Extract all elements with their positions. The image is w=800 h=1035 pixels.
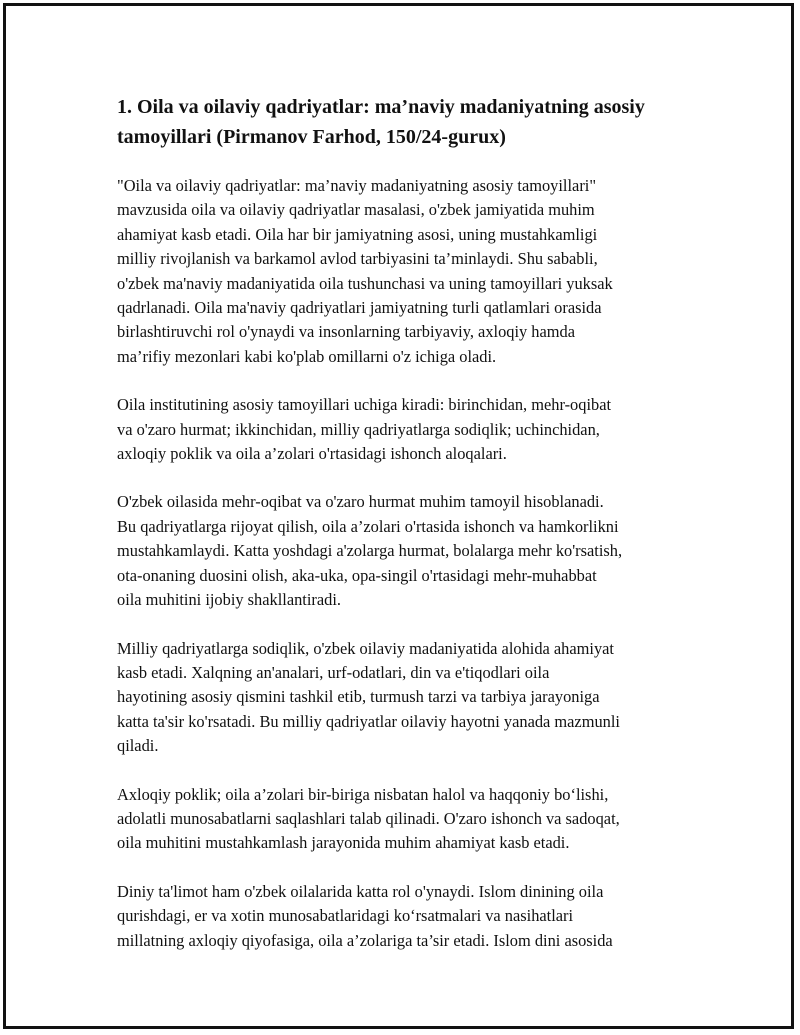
- paragraph-mutual-respect: O'zbek oilasida mehr-oqibat va o'zaro hurmat muhim tamoyil hisoblanadi. Bu qadriyatlarga rijoyat qilish, oila a’zolari o'rtasida ishonch va hamkorlikni mustahkamlaydi. Katta yoshdagi a'zolarga hurmat, bolalarga mehr ko'rsatish, ota-onaning duosini olish, aka-uka, opa-singil o'rtasidagi mehr-muhabbat oila muhitini ijobiy shakllantiradi.: [117, 492, 623, 610]
- document-body: [117, 92, 687, 977]
- paragraph-religious-teaching: Diniy ta'limot ham o'zbek oilalarida katta rol o'ynaydi. Islom dinining oila qurishdagi, er va xotin munosabatlaridagi ko‘rsatmalari va nasihatlari millatning axloqiy qiyofasiga, oila a’zolariga ta’sir etadi. Islom dini asosida: [117, 881, 613, 950]
- paragraph-moral-purity: Axloqiy poklik; oila a’zolari bir-biriga nisbatan halol va haqqoniy bo‘lishi, adolatli munosabatlarni saqlashlari talab qilinadi. O'zaro ishonch va sadoqat, oila muhitini mustahkamlash jarayonida muhim ahamiyat kasb etadi.: [117, 784, 620, 853]
- paragraph-principles: Oila institutining asosiy tamoyillari uchiga kiradi: birinchidan, mehr-oqibat va o'zaro hurmat; ikkinchidan, milliy qadriyatlarga sodiqlik; uchinchidan, axloqiy poklik va oila a’zolari o'rtasidagi ishonch aloqalari.: [117, 395, 612, 464]
- document-title: 1. Oila va oilaviy qadriyatlar: ma’naviy madaniyatning asosiy tamoyillari (Pirmanov Farhod, 150/24-gurux): [117, 96, 645, 148]
- paragraph-intro: "Oila va oilaviy qadriyatlar: ma’naviy madaniyatning asosiy tamoyillari" mavzusida oila va oilaviy qadriyatlar masalasi, o'zbek jamiyatida muhim ahamiyat kasb etadi. Oila har bir jamiyatning asosi, uning mustahkamligi milliy rivojlanish va barkamol avlod tarbiyasini ta’minlaydi. Shu sababli, o'zbek ma'naviy madaniyatida oila tushunchasi va uning tamoyillari yuksak qadrlanadi. Oila ma'naviy qadriyatlari jamiyatning turli qatlamlari orasida birlashtiruvchi rol o'ynaydi va insonlarning tarbiyaviy, axloqiy hamda ma’rifiy mezonlari kabi ko'plab omillarni o'z ichiga oladi.: [117, 176, 613, 366]
- paragraph-national-values: Milliy qadriyatlarga sodiqlik, o'zbek oilaviy madaniyatida alohida ahamiyat kasb etadi. Xalqning an'analari, urf-odatlari, din va e'tiqodlari oila hayotining asosiy qismini tashkil etib, turmush tarzi va tarbiya jarayoniga katta ta'sir ko'rsatadi. Bu milliy qadriyatlar oilaviy hayotni yanada mazmunli qiladi.: [117, 638, 620, 756]
